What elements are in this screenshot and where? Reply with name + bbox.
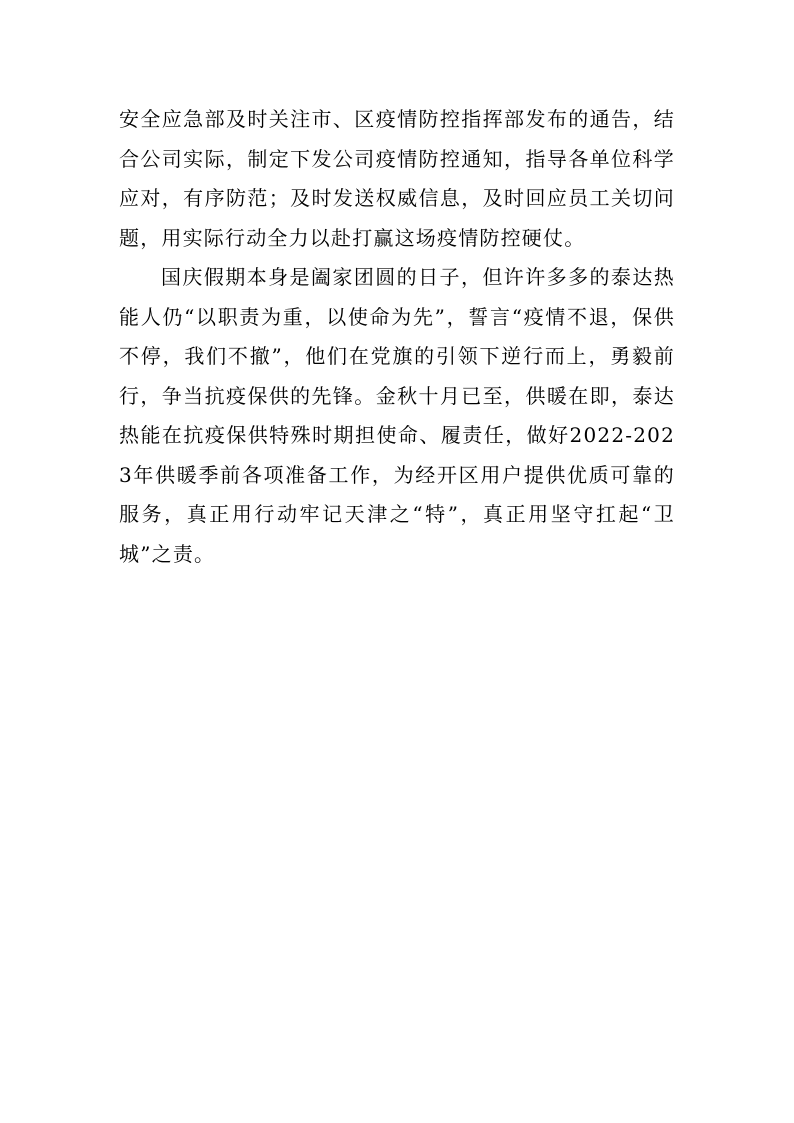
paragraph-national-day: 国庆假期本身是阖家团圆的日子，但许许多多的泰达热能人仍“以职责为重，以使命为先”，誓言“疫情不退，保供不停，我们不撤”，他们在党旗的引领下逆行而上，勇毅前行，争当抗疫保供的先锋。金秋十月已至，供暖在即，泰达热能在抗疫保供特殊时期担使命、履责任，做好2022-2023年供暖季前各项准备工作，为经开区用户提供优质可靠的服务，真正用行动牢记天津之“特”，真正用坚守扛起“卫城”之责。: [119, 265, 675, 566]
paragraph-continued: 安全应急部及时关注市、区疫情防控指挥部发布的通告，结合公司实际，制定下发公司疫情防控通知，指导各单位科学应对，有序防范；及时发送权威信息，及时回应员工关切问题，用实际行动全力以赴打赢这场疫情防控硬仗。: [119, 107, 675, 250]
document-body: [119, 100, 675, 574]
